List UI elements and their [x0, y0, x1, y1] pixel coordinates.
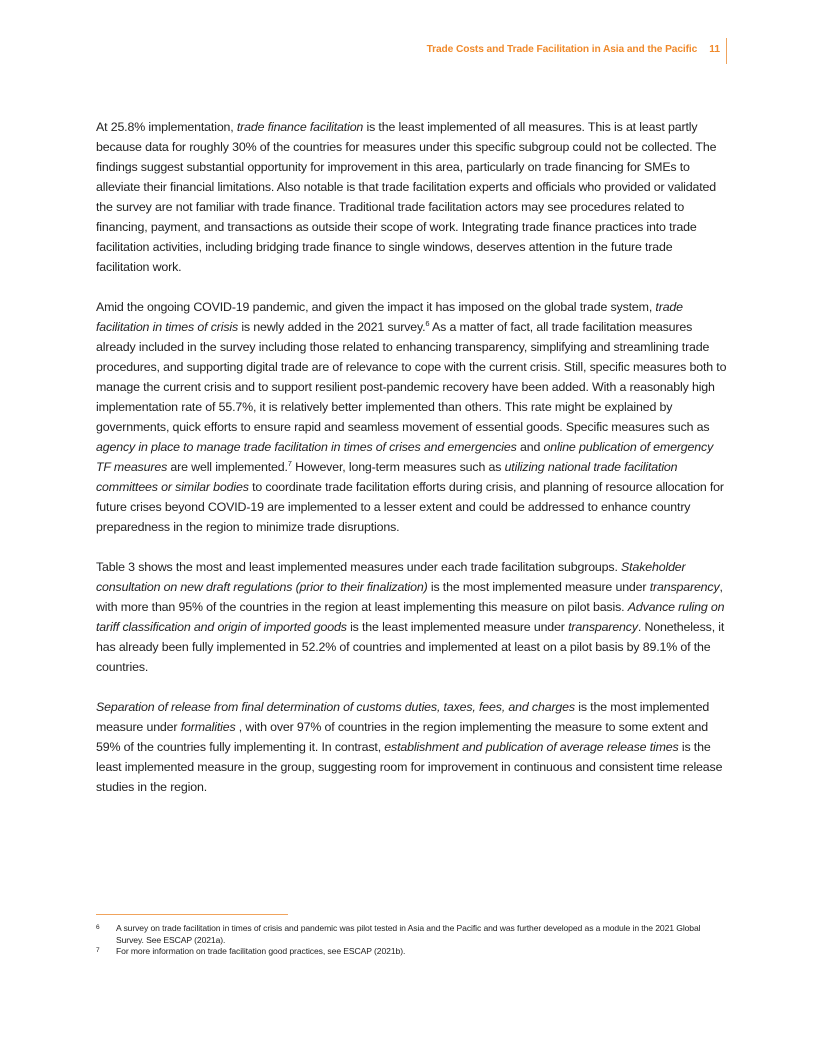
emphasized-term: transparency	[649, 580, 720, 594]
footnote-text: A survey on trade facilitation in times of crisis and pandemic was pilot tested in Asia and the Pacific and was further developed as a module in the 2021 Global Survey. See ESCAP (2021a).	[116, 923, 701, 945]
paragraph-text: As a matter of fact, all trade facilitation measures already included in the survey including those related to enhancing transparency, simplifying and streamlining trade procedures, and supporting digital trade are of relevance to cope with the current crisis. Still, specific measures both to manage the current crisis and to support resilient post-pandemic recovery have been added. With a reasonably high implementation rate of 55.7%, it is relatively better implemented than others. This rate might be explained by governments, quick efforts to ensure rapid and seamless movement of essential goods. Specific measures such as	[96, 320, 727, 434]
emphasized-term: formalities	[180, 720, 236, 734]
emphasized-term: Stakeholder consultation on new draft regulations (prior to their finalization)	[96, 560, 686, 594]
paragraph-text: Amid the ongoing COVID-19 pandemic, and given the impact it has imposed on the global trade system,	[96, 300, 656, 314]
paragraph-text: is the least implemented measure in the group, suggesting room for improvement in continuous and consistent time release studies in the region.	[96, 740, 723, 794]
paragraph-text: , with more than 95% of the countries in the region at least implementing this measure on pilot basis.	[96, 580, 723, 614]
paragraph-text: , with over 97% of countries in the region implementing the measure to some extent and 59% of the countries fully implementing it. In contrast,	[96, 720, 709, 754]
paragraph-text: to coordinate trade facilitation efforts during crisis, and planning of resource allocation for future crises beyond COVID-19 are implemented to a lesser extent and could be addressed to enhance country preparedness in the region to minimize trade disruptions.	[96, 480, 724, 534]
emphasized-term: Advance ruling on tariff classification and origin of imported goods	[96, 600, 725, 634]
footnote	[96, 923, 728, 946]
emphasized-term: agency in place to manage trade facilitation in times of crises and emergencies	[96, 440, 517, 454]
page-number: 11	[709, 44, 720, 55]
paragraph	[96, 557, 728, 677]
emphasized-term: transparency	[568, 620, 638, 634]
paragraph-text: At 25.8% implementation,	[96, 120, 237, 134]
paragraph-text: are well implemented.	[167, 460, 288, 474]
paragraph-text: However, long-term measures such as	[291, 460, 505, 474]
emphasized-term: trade facilitation in times of crisis	[96, 300, 683, 334]
footnote-divider	[96, 914, 288, 915]
running-header-title: Trade Costs and Trade Facilitation in Asia and the Pacific	[426, 44, 698, 55]
paragraph	[96, 297, 728, 537]
paragraph-text: is newly added in the 2021 survey.	[238, 320, 426, 334]
emphasized-term: utilizing national trade facilitation committees or similar bodies	[96, 460, 678, 494]
paragraph	[96, 697, 728, 797]
emphasized-term: establishment and publication of average release times	[384, 740, 679, 754]
paragraph-text: and	[516, 440, 544, 454]
emphasized-term: Separation of release from final determination of customs duties, taxes, fees, and charges	[96, 700, 575, 714]
paragraph-text: . Nonetheless, it has already been fully implemented in 52.2% of countries and implemented at least on a pilot basis by 89.1% of the countries.	[96, 620, 725, 674]
footnote-text: For more information on trade facilitation good practices, see ESCAP (2021b).	[116, 946, 406, 956]
paragraph-text: is the least implemented measure under	[346, 620, 569, 634]
footnote-number: 6	[96, 924, 100, 931]
body-text	[96, 117, 728, 817]
paragraph	[96, 117, 728, 277]
emphasized-term: trade finance facilitation	[236, 120, 364, 134]
running-header	[427, 38, 727, 64]
footnote	[96, 946, 728, 958]
footnote-reference[interactable]: 6	[425, 319, 430, 328]
paragraph-text: Table 3 shows the most and least implemented measures under each trade facilitation subgroups.	[96, 560, 622, 574]
paragraph-text: is the most implemented measure under	[96, 700, 710, 734]
footnotes	[96, 923, 728, 958]
emphasized-term: online publication of emergency TF measures	[96, 440, 714, 474]
paragraph-text: is the most implemented measure under	[427, 580, 650, 594]
footnote-number: 7	[96, 947, 100, 954]
paragraph-text: is the least implemented of all measures. This is at least partly because data for roughly 30% of the countries for measures under this specific subgroup could not be collected. The findings suggest substantial opportunity for improvement in this area, particularly on trade financing for SMEs to alleviate their financial limitations. Also notable is that trade facilitation experts and officials who provided or validated the survey are not familiar with trade finance. Traditional trade facilitation actors may see procedures related to financing, payment, and transactions as outside their scope of work. Integrating trade finance practices into trade facilitation activities, including bridging trade finance to single windows, deserves attention in the future trade facilitation work.	[96, 120, 717, 274]
footnote-reference[interactable]: 7	[287, 459, 292, 468]
